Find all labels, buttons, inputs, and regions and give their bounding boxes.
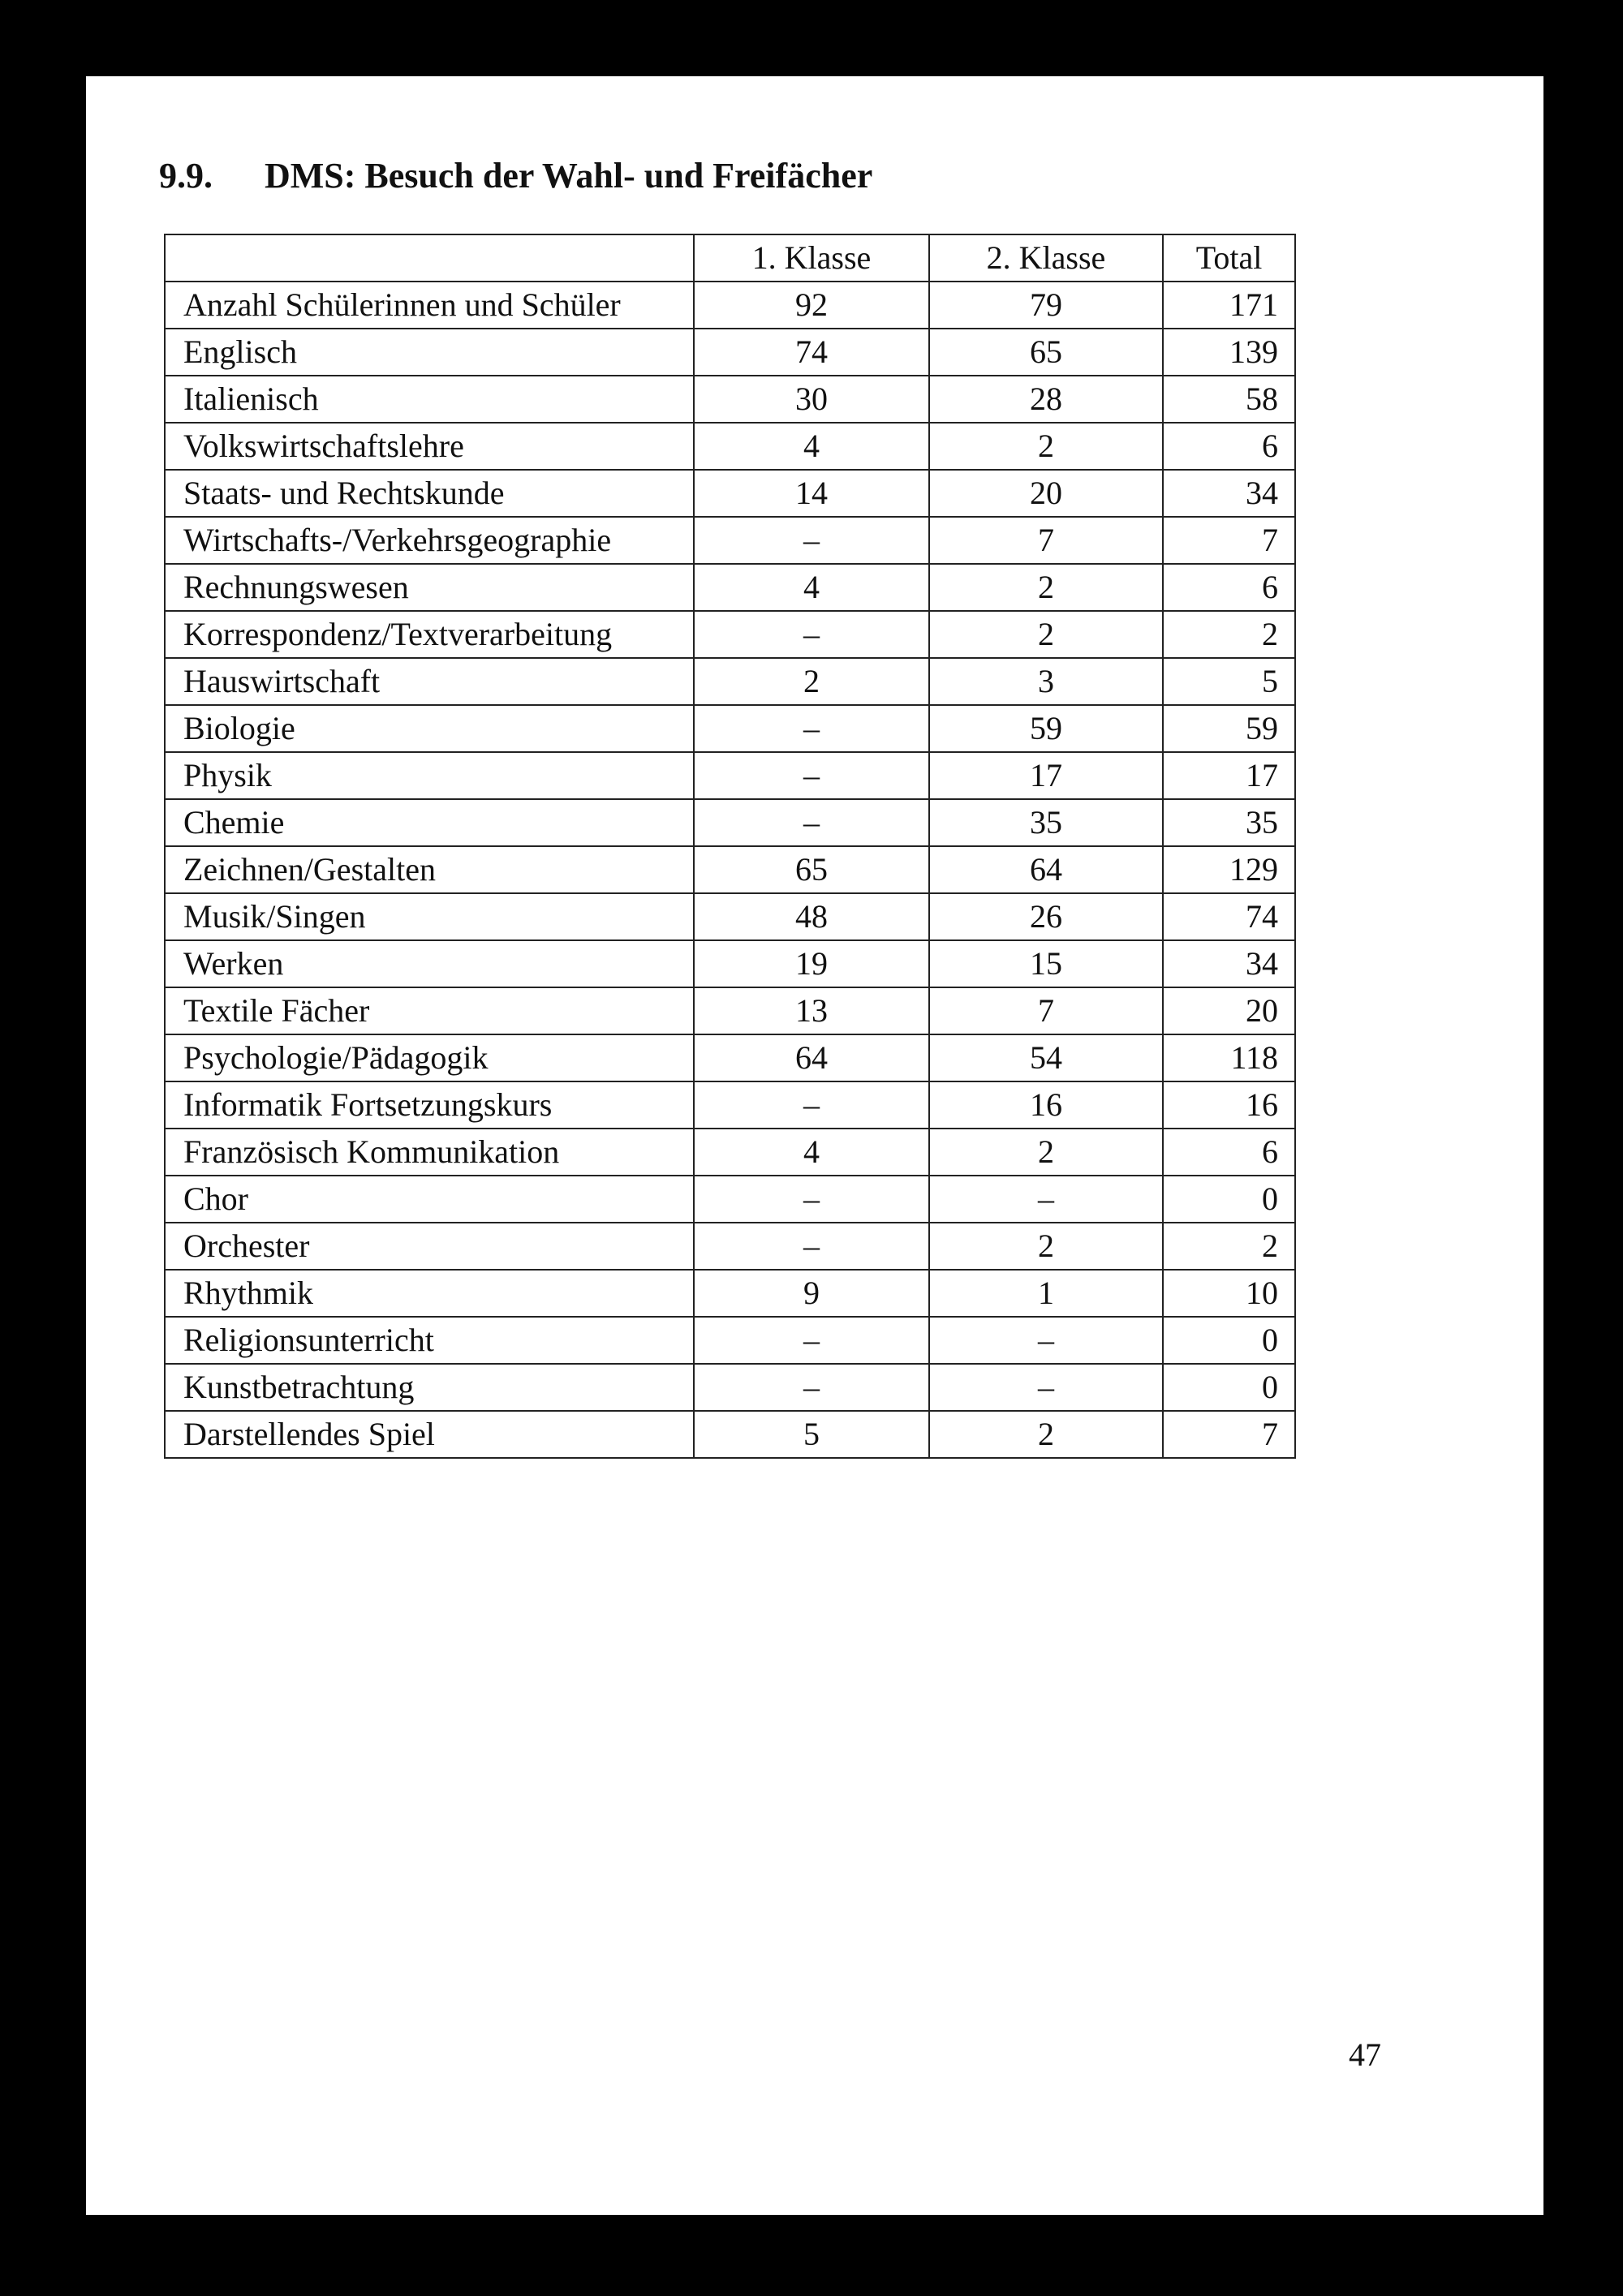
row-label: Kunstbetrachtung <box>165 1364 694 1411</box>
cell-total: 7 <box>1163 517 1295 564</box>
section-title: DMS: Besuch der Wahl- und Freifächer <box>265 156 873 196</box>
cell-1-klasse: – <box>694 1176 929 1223</box>
cell-total: 17 <box>1163 752 1295 799</box>
table-row <box>165 1270 1295 1317</box>
row-label: Orchester <box>165 1223 694 1270</box>
cell-2-klasse: 1 <box>929 1270 1163 1317</box>
row-label: Psychologie/Pädagogik <box>165 1034 694 1081</box>
page-number: 47 <box>1349 2036 1381 2073</box>
header-empty-cell <box>165 234 694 282</box>
table-row <box>165 799 1295 846</box>
cell-total: 59 <box>1163 705 1295 752</box>
table-row <box>165 705 1295 752</box>
row-label: Englisch <box>165 329 694 376</box>
cell-2-klasse: 2 <box>929 1223 1163 1270</box>
cell-1-klasse: 64 <box>694 1034 929 1081</box>
row-label: Textile Fächer <box>165 987 694 1034</box>
section-heading <box>159 158 872 194</box>
cell-1-klasse: – <box>694 611 929 658</box>
row-label: Zeichnen/Gestalten <box>165 846 694 893</box>
cell-2-klasse: 26 <box>929 893 1163 940</box>
cell-total: 2 <box>1163 1223 1295 1270</box>
cell-total: 129 <box>1163 846 1295 893</box>
cell-1-klasse: 4 <box>694 423 929 470</box>
row-label: Werken <box>165 940 694 987</box>
cell-1-klasse: 92 <box>694 282 929 329</box>
table-row <box>165 423 1295 470</box>
cell-total: 118 <box>1163 1034 1295 1081</box>
table-row <box>165 1034 1295 1081</box>
table-row <box>165 846 1295 893</box>
row-label: Chor <box>165 1176 694 1223</box>
cell-2-klasse: 20 <box>929 470 1163 517</box>
cell-total: 0 <box>1163 1364 1295 1411</box>
cell-1-klasse: 19 <box>694 940 929 987</box>
section-number: 9.9. <box>159 156 213 196</box>
subjects-table <box>164 234 1296 1459</box>
row-label: Rhythmik <box>165 1270 694 1317</box>
cell-2-klasse: 64 <box>929 846 1163 893</box>
cell-total: 2 <box>1163 611 1295 658</box>
row-label: Biologie <box>165 705 694 752</box>
cell-total: 6 <box>1163 1129 1295 1176</box>
cell-2-klasse: 65 <box>929 329 1163 376</box>
cell-total: 35 <box>1163 799 1295 846</box>
header-2-klasse: 2. Klasse <box>929 234 1163 282</box>
row-label: Korrespondenz/Textverarbeitung <box>165 611 694 658</box>
table-row <box>165 658 1295 705</box>
row-label: Rechnungswesen <box>165 564 694 611</box>
table-row <box>165 1081 1295 1129</box>
cell-2-klasse: – <box>929 1317 1163 1364</box>
header-1-klasse: 1. Klasse <box>694 234 929 282</box>
row-label: Chemie <box>165 799 694 846</box>
cell-2-klasse: 16 <box>929 1081 1163 1129</box>
table-row <box>165 1223 1295 1270</box>
cell-1-klasse: 30 <box>694 376 929 423</box>
cell-1-klasse: – <box>694 517 929 564</box>
row-label: Physik <box>165 752 694 799</box>
table-row <box>165 752 1295 799</box>
cell-1-klasse: 2 <box>694 658 929 705</box>
cell-1-klasse: 9 <box>694 1270 929 1317</box>
cell-2-klasse: 2 <box>929 611 1163 658</box>
cell-total: 34 <box>1163 940 1295 987</box>
table-row <box>165 282 1295 329</box>
row-label: Anzahl Schülerinnen und Schüler <box>165 282 694 329</box>
cell-total: 7 <box>1163 1411 1295 1458</box>
cell-1-klasse: 65 <box>694 846 929 893</box>
cell-2-klasse: 2 <box>929 1411 1163 1458</box>
cell-1-klasse: – <box>694 1223 929 1270</box>
table-row <box>165 1176 1295 1223</box>
table-body <box>165 282 1295 1458</box>
cell-2-klasse: 79 <box>929 282 1163 329</box>
header-total: Total <box>1163 234 1295 282</box>
cell-1-klasse: – <box>694 752 929 799</box>
cell-total: 139 <box>1163 329 1295 376</box>
row-label: Darstellendes Spiel <box>165 1411 694 1458</box>
cell-1-klasse: 4 <box>694 564 929 611</box>
cell-total: 6 <box>1163 564 1295 611</box>
cell-2-klasse: – <box>929 1176 1163 1223</box>
cell-2-klasse: 35 <box>929 799 1163 846</box>
row-label: Volkswirtschaftslehre <box>165 423 694 470</box>
cell-2-klasse: 7 <box>929 517 1163 564</box>
row-label: Französisch Kommunikation <box>165 1129 694 1176</box>
table-row <box>165 1364 1295 1411</box>
cell-2-klasse: 7 <box>929 987 1163 1034</box>
table-row <box>165 987 1295 1034</box>
cell-total: 0 <box>1163 1317 1295 1364</box>
table-row <box>165 1411 1295 1458</box>
row-label: Hauswirtschaft <box>165 658 694 705</box>
table-row <box>165 1317 1295 1364</box>
cell-1-klasse: 48 <box>694 893 929 940</box>
table-row <box>165 1129 1295 1176</box>
cell-2-klasse: 2 <box>929 564 1163 611</box>
cell-2-klasse: 15 <box>929 940 1163 987</box>
cell-1-klasse: – <box>694 1317 929 1364</box>
cell-1-klasse: 5 <box>694 1411 929 1458</box>
row-label: Italienisch <box>165 376 694 423</box>
cell-1-klasse: 13 <box>694 987 929 1034</box>
table-row <box>165 564 1295 611</box>
table-row <box>165 611 1295 658</box>
cell-total: 58 <box>1163 376 1295 423</box>
cell-2-klasse: 2 <box>929 1129 1163 1176</box>
cell-1-klasse: 14 <box>694 470 929 517</box>
cell-total: 171 <box>1163 282 1295 329</box>
table-row <box>165 329 1295 376</box>
cell-1-klasse: 4 <box>694 1129 929 1176</box>
row-label: Staats- und Rechtskunde <box>165 470 694 517</box>
row-label: Informatik Fortsetzungskurs <box>165 1081 694 1129</box>
row-label: Musik/Singen <box>165 893 694 940</box>
cell-2-klasse: 59 <box>929 705 1163 752</box>
cell-2-klasse: 3 <box>929 658 1163 705</box>
cell-total: 6 <box>1163 423 1295 470</box>
cell-total: 34 <box>1163 470 1295 517</box>
table-row <box>165 470 1295 517</box>
cell-2-klasse: 2 <box>929 423 1163 470</box>
cell-total: 10 <box>1163 1270 1295 1317</box>
cell-1-klasse: 74 <box>694 329 929 376</box>
cell-total: 20 <box>1163 987 1295 1034</box>
table-row <box>165 940 1295 987</box>
cell-total: 74 <box>1163 893 1295 940</box>
table-row <box>165 893 1295 940</box>
cell-2-klasse: 17 <box>929 752 1163 799</box>
cell-total: 0 <box>1163 1176 1295 1223</box>
cell-2-klasse: 28 <box>929 376 1163 423</box>
table-row <box>165 517 1295 564</box>
row-label: Wirtschafts-/Verkehrsgeographie <box>165 517 694 564</box>
cell-2-klasse: – <box>929 1364 1163 1411</box>
cell-1-klasse: – <box>694 799 929 846</box>
cell-total: 16 <box>1163 1081 1295 1129</box>
table-header-row <box>165 234 1295 282</box>
cell-2-klasse: 54 <box>929 1034 1163 1081</box>
cell-1-klasse: – <box>694 1081 929 1129</box>
cell-1-klasse: – <box>694 705 929 752</box>
table-row <box>165 376 1295 423</box>
cell-total: 5 <box>1163 658 1295 705</box>
cell-1-klasse: – <box>694 1364 929 1411</box>
row-label: Religionsunterricht <box>165 1317 694 1364</box>
